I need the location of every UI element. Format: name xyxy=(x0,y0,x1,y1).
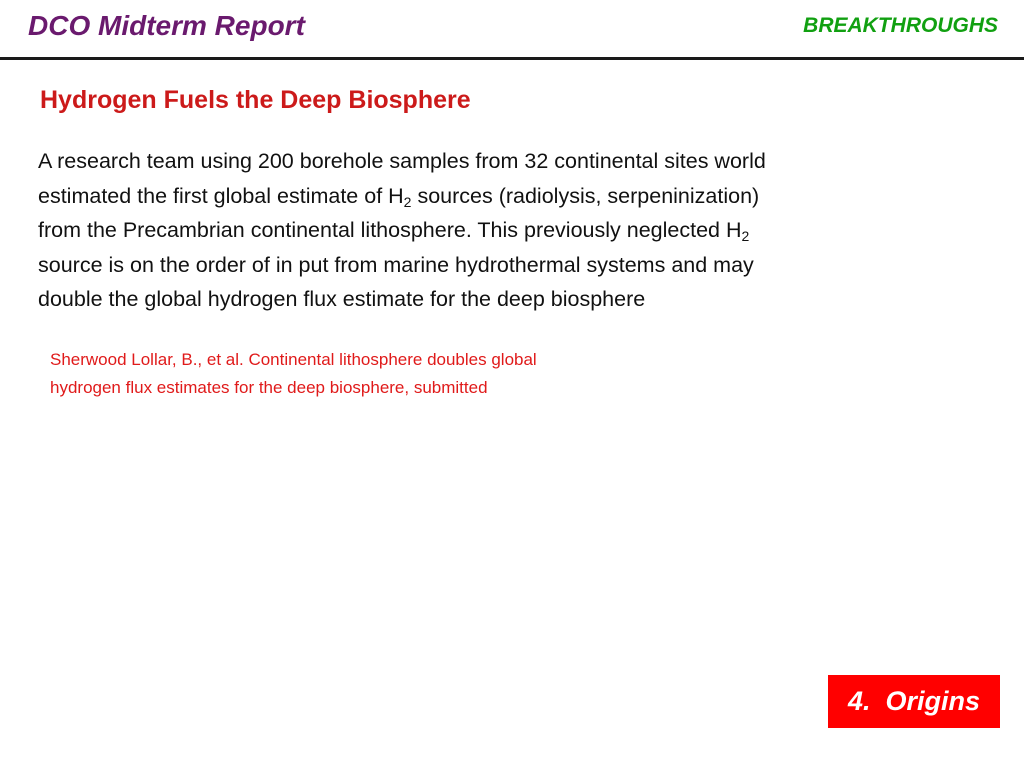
body-paragraph xyxy=(38,144,998,317)
header-divider xyxy=(0,57,1024,60)
citation-line-1: Sherwood Lollar, B., et al. Continental lithosphere doubles global xyxy=(50,350,537,369)
body-line-3-text: from the Precambrian continental lithosphere. This previously neglected H xyxy=(38,218,742,242)
body-line-4: source is on the order of in put from marine hydrothermal systems and may xyxy=(38,252,754,277)
citation-line-2: hydrogen flux estimates for the deep biosphere, submitted xyxy=(50,377,488,397)
h2-subscript: 2 xyxy=(403,193,412,210)
section-badge: 4. Origins xyxy=(828,675,1000,728)
section-tag: BREAKTHROUGHS xyxy=(803,14,998,37)
body-line-5: double the global hydrogen flux estimate for the deep biosphere xyxy=(38,287,646,311)
body-line-3 xyxy=(38,213,998,248)
citation xyxy=(50,346,750,401)
h2-subscript: 2 xyxy=(741,228,750,244)
body-line-2-text: estimated the first global estimate of H xyxy=(38,183,404,208)
report-title: DCO Midterm Report xyxy=(28,10,305,41)
body-line-2-rest: sources (radiolysis, serpeninization) xyxy=(411,183,760,208)
body-line-2 xyxy=(38,179,998,214)
slide-title: Hydrogen Fuels the Deep Biosphere xyxy=(40,86,471,114)
body-line-1: A research team using 200 borehole samples from 32 continental sites world xyxy=(38,149,766,173)
